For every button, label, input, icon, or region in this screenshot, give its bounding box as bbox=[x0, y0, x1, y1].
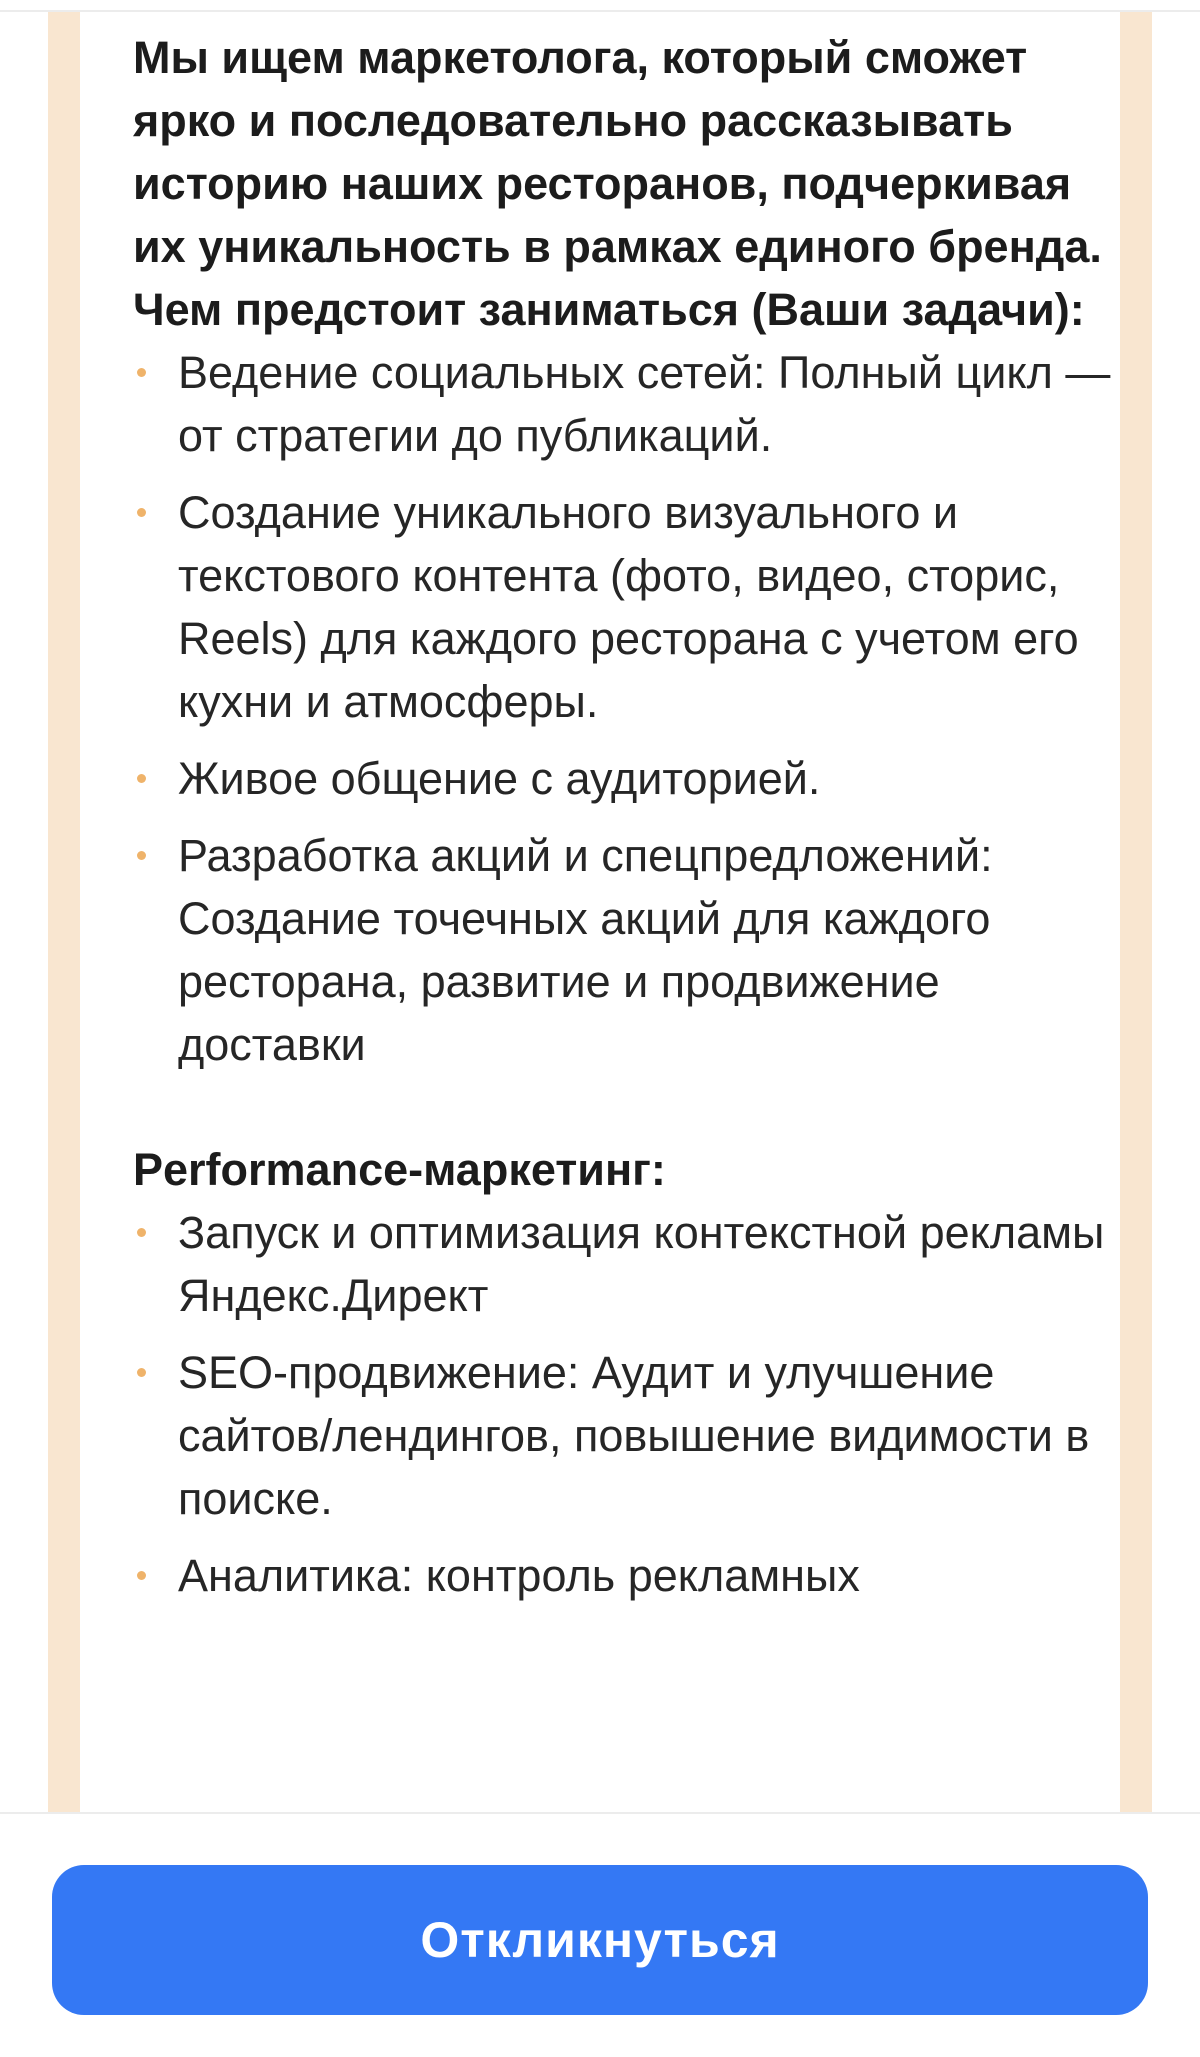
list-item bbox=[133, 1341, 1120, 1530]
bullet-icon bbox=[137, 774, 146, 783]
tasks-list bbox=[133, 341, 1120, 1076]
bullet-icon bbox=[137, 1228, 146, 1237]
list-item bbox=[133, 747, 1120, 810]
vacancy-description-card bbox=[80, 12, 1120, 1812]
list-item bbox=[133, 1544, 1120, 1607]
performance-list bbox=[133, 1201, 1120, 1607]
list-item-text: Живое общение с аудиторией. bbox=[178, 753, 821, 804]
performance-heading: Performance-маркетинг: bbox=[133, 1144, 666, 1195]
tasks-heading: Чем предстоит заниматься (Ваши задачи): bbox=[133, 284, 1085, 335]
bottom-action-bar bbox=[0, 1812, 1200, 2057]
list-item-text: Разработка акций и спецпредложений: Создание точечных акций для каждого ресторана, развитие и продвижение доставки bbox=[178, 830, 993, 1070]
bullet-icon bbox=[137, 1571, 146, 1580]
bullet-icon bbox=[137, 508, 146, 517]
list-item-text: Ведение социальных сетей: Полный цикл — от стратегии до публикаций. bbox=[178, 347, 1111, 461]
intro-paragraph: Мы ищем маркетолога, который сможет ярко и последовательно рассказывать историю наших ресторанов, подчеркивая их уникальность в рамках единого бренда. bbox=[133, 32, 1102, 272]
list-item-text: SEO-продвижение: Аудит и улучшение сайтов/лендингов, повышение видимости в поиске. bbox=[178, 1347, 1090, 1524]
list-item-text: Аналитика: контроль рекламных bbox=[178, 1550, 860, 1601]
list-item bbox=[133, 1201, 1120, 1327]
list-item-text: Создание уникального визуального и текстового контента (фото, видео, сторис, Reels) для каждого ресторана с учетом его кухни и атмосферы. bbox=[178, 487, 1079, 727]
bullet-icon bbox=[137, 1368, 146, 1377]
respond-button[interactable]: Откликнуться bbox=[52, 1865, 1148, 2015]
bullet-icon bbox=[137, 851, 146, 860]
list-item bbox=[133, 481, 1120, 733]
list-item bbox=[133, 824, 1120, 1076]
list-item bbox=[133, 341, 1120, 467]
list-item-text: Запуск и оптимизация контекстной рекламы Яндекс.Директ bbox=[178, 1207, 1105, 1321]
description-content bbox=[133, 26, 1120, 1621]
bullet-icon bbox=[137, 368, 146, 377]
